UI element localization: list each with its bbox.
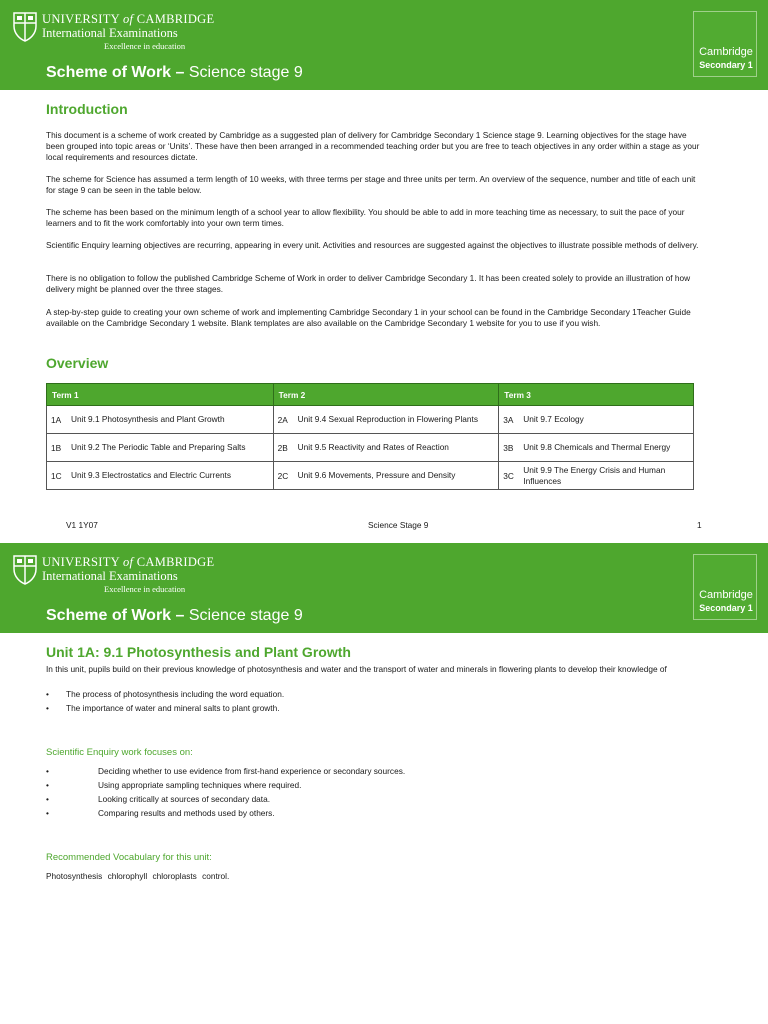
page2-header bbox=[0, 543, 768, 633]
scheme-title: Scheme of Work – Science stage 9 bbox=[46, 64, 303, 81]
tagline: Excellence in education bbox=[104, 41, 186, 51]
intro-paragraph-4: Scientific Enquiry learning objectives are recurring, appearing in every unit. Activities and resources are suggested against the objectives to illustrate possible methods of delivery. bbox=[46, 240, 699, 250]
table-cell: 3C Unit 9.9 The Energy Crisis and Human Influences bbox=[499, 462, 694, 490]
enquiry-heading: Scientific Enquiry work focuses on: bbox=[46, 747, 193, 758]
overview-heading: Overview bbox=[46, 355, 109, 371]
table-row bbox=[47, 462, 694, 490]
vocabulary-list: Photosynthesis chlorophyll chloroplasts control. bbox=[46, 871, 230, 881]
table-cell: 1B Unit 9.2 The Periodic Table and Preparing Salts bbox=[47, 434, 274, 462]
table-row bbox=[47, 434, 694, 462]
intro-paragraph-2: The scheme for Science has assumed a term length of 10 weeks, with three terms per stage and three units per term. An overview of the sequence, number and title of each unit for stage 9 can be seen in the table below. bbox=[46, 174, 696, 195]
university-name: UNIVERSITY of CAMBRIDGE bbox=[42, 555, 215, 569]
footer-title: Science Stage 9 bbox=[368, 520, 429, 530]
university-name: UNIVERSITY of CAMBRIDGE bbox=[42, 12, 215, 26]
unit-intro: In this unit, pupils build on their previous knowledge of photosynthesis and water and the transport of water and minerals in flowering plants to develop their knowledge of bbox=[46, 664, 667, 674]
university-crest-icon bbox=[13, 12, 37, 42]
table-cell: 1A Unit 9.1 Photosynthesis and Plant Growth bbox=[47, 406, 274, 434]
table-cell: 1C Unit 9.3 Electrostatics and Electric Currents bbox=[47, 462, 274, 490]
unit-title: Unit 1A: 9.1 Photosynthesis and Plant Growth bbox=[46, 644, 351, 660]
cambridge-secondary-badge: Cambridge Secondary 1 bbox=[693, 554, 757, 620]
university-crest-icon bbox=[13, 555, 37, 585]
table-cell: 3B Unit 9.8 Chemicals and Thermal Energy bbox=[499, 434, 694, 462]
exams-name: International Examinations bbox=[42, 569, 178, 583]
footer-page-number: 1 bbox=[697, 520, 702, 530]
introduction-heading: Introduction bbox=[46, 101, 128, 117]
exams-name: International Examinations bbox=[42, 26, 178, 40]
tagline: Excellence in education bbox=[104, 584, 186, 594]
table-cell: 2C Unit 9.6 Movements, Pressure and Density bbox=[273, 462, 499, 490]
table-row bbox=[47, 406, 694, 434]
table-header-row bbox=[47, 384, 694, 406]
column-header: Term 1 bbox=[47, 384, 274, 406]
page1-header bbox=[0, 0, 768, 90]
overview-table bbox=[46, 383, 694, 490]
table-cell: 2B Unit 9.5 Reactivity and Rates of Reaction bbox=[273, 434, 499, 462]
intro-paragraph-1: This document is a scheme of work created by Cambridge as a suggested plan of delivery for Cambridge Secondary 1 Science stage 9. Learning objectives for the stage have been grouped into topic areas or ‘Units’. These have then been arranged in a recommended teaching order but you are free to teach objectives in any order within a stage as your local requirements and resources dictate. bbox=[46, 130, 700, 162]
table-cell: 3A Unit 9.7 Ecology bbox=[499, 406, 694, 434]
vocabulary-heading: Recommended Vocabulary for this unit: bbox=[46, 852, 212, 863]
intro-paragraph-5: There is no obligation to follow the published Cambridge Scheme of Work in order to deliver Cambridge Secondary 1. It has been created solely to provide an illustration of how delivery might be planned over the three stages. bbox=[46, 273, 691, 294]
column-header: Term 2 bbox=[273, 384, 499, 406]
cambridge-secondary-badge: Cambridge Secondary 1 bbox=[693, 11, 757, 77]
intro-paragraph-6: A step-by-step guide to creating your own scheme of work and implementing Cambridge Secondary 1 in your school can be found in the Cambridge Secondary 1Teacher Guide available on the Cambridge Secondary 1 website. Blank templates are also available on the Cambridge Secondary 1 website for you to use if you wish. bbox=[46, 307, 691, 328]
intro-paragraph-3: The scheme has been based on the minimum length of a school year to allow flexibility. You should be able to add in more teaching time as necessary, to suit the pace of your learners and to fit the work comfortably into your own term times. bbox=[46, 207, 685, 228]
column-header: Term 3 bbox=[499, 384, 694, 406]
scheme-title: Scheme of Work – Science stage 9 bbox=[46, 607, 303, 624]
table-cell: 2A Unit 9.4 Sexual Reproduction in Flowering Plants bbox=[273, 406, 499, 434]
footer-version: V1 1Y07 bbox=[66, 520, 98, 530]
